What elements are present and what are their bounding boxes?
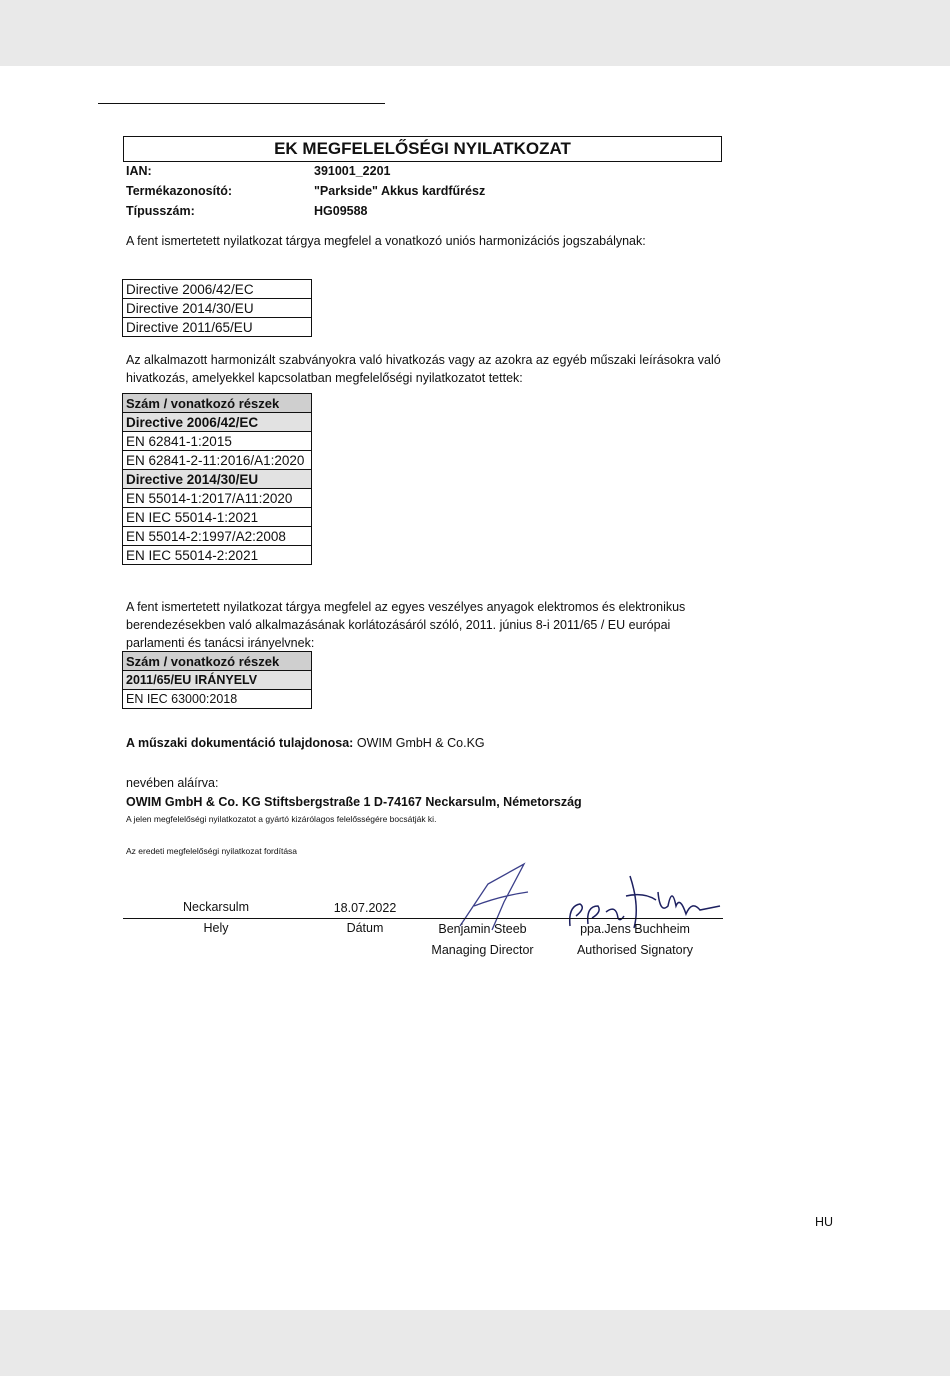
standard-cell: EN 62841-2-11:2016/A1:2020 xyxy=(123,451,312,470)
table-row xyxy=(123,546,312,565)
directive-cell: Directive 2014/30/EU xyxy=(123,299,312,318)
standard-cell: Directive 2014/30/EU xyxy=(123,470,312,489)
intro-text: A fent ismertetett nyilatkozat tárgya megfelel a vonatkozó uniós harmonizációs jogszabálynak: xyxy=(126,234,646,248)
top-rule xyxy=(98,103,385,104)
table-row xyxy=(123,470,312,489)
rohs-cell: 2011/65/EU IRÁNYELV xyxy=(123,671,312,690)
table-row xyxy=(123,432,312,451)
table-row xyxy=(123,451,312,470)
tech-doc-line xyxy=(126,734,485,752)
signer2-title: Authorised Signatory xyxy=(576,943,694,957)
rohs-table xyxy=(122,651,312,709)
date-label: Dátum xyxy=(346,921,384,935)
table-row xyxy=(123,527,312,546)
date-value: 18.07.2022 xyxy=(333,901,397,915)
standard-cell: EN 55014-1:2017/A11:2020 xyxy=(123,489,312,508)
tech-doc-label: A műszaki dokumentáció tulajdonosa: xyxy=(126,736,354,750)
standard-cell: Directive 2006/42/EC xyxy=(123,413,312,432)
type-number-value: HG09588 xyxy=(314,204,368,218)
translation-note: Az eredeti megfelelőségi nyilatkozat fordítása xyxy=(126,846,298,856)
table-header: Szám / vonatkozó részek xyxy=(123,652,312,671)
standard-cell: EN IEC 55014-2:2021 xyxy=(123,546,312,565)
table-row xyxy=(123,280,312,299)
signed-on-behalf: nevében aláírva: xyxy=(126,776,219,790)
signature-stroke-2 xyxy=(570,876,720,928)
table-row xyxy=(123,690,312,709)
signature-rule xyxy=(123,918,723,919)
table-row xyxy=(123,671,312,690)
signer1-name: Benjamin Steeb xyxy=(438,922,527,936)
table-header: Szám / vonatkozó részek xyxy=(123,394,312,413)
standard-cell: EN 62841-1:2015 xyxy=(123,432,312,451)
tech-doc-owner: OWIM GmbH & Co.KG xyxy=(356,736,485,750)
place-label: Hely xyxy=(203,921,229,935)
type-number-label: Típusszám: xyxy=(126,204,195,218)
signature-stroke-1 xyxy=(460,864,528,930)
rohs-cell: EN IEC 63000:2018 xyxy=(123,690,312,709)
document-page xyxy=(0,66,950,1310)
language-code: HU xyxy=(815,1215,834,1229)
table-row xyxy=(123,413,312,432)
company-address: OWIM GmbH & Co. KG Stiftsbergstraße 1 D-74167 Neckarsulm, Németország xyxy=(126,795,582,809)
table-row xyxy=(123,652,312,671)
standard-cell: EN IEC 55014-1:2021 xyxy=(123,508,312,527)
directive-cell: Directive 2006/42/EC xyxy=(123,280,312,299)
standards-intro: Az alkalmazott harmonizált szabványokra való hivatkozás vagy az azokra az egyéb műszaki leírásokra való hivatkozás, amelyekkel kapcsolatban megfelelőségi nyilatkozatot tettek: xyxy=(126,353,721,385)
directive-cell: Directive 2011/65/EU xyxy=(123,318,312,337)
table-row xyxy=(123,318,312,337)
rohs-text: A fent ismertetett nyilatkozat tárgya megfelel az egyes veszélyes anyagok elektromos és elektronikus berendezésekben való alkalmazásának korlátozásáról szóló, 2011. június 8-i 2011/65 / EU európai parlamenti és tanácsi irányelvnek: xyxy=(126,600,686,650)
place-value: Neckarsulm xyxy=(183,900,249,914)
signer2-name: ppa.Jens Buchheim xyxy=(580,922,690,936)
table-row xyxy=(123,508,312,527)
standard-cell: EN 55014-2:1997/A2:2008 xyxy=(123,527,312,546)
responsibility-note: A jelen megfelelőségi nyilatkozatot a gyártó kizárólagos felelősségére bocsátják ki. xyxy=(126,814,437,824)
standards-table xyxy=(122,393,312,565)
directives-table xyxy=(122,279,312,337)
table-row xyxy=(123,299,312,318)
signer1-title: Managing Director xyxy=(431,943,534,957)
table-row xyxy=(123,489,312,508)
ian-label: IAN: xyxy=(126,164,152,178)
document-title: EK MEGFELELŐSÉGI NYILATKOZAT xyxy=(123,136,722,162)
table-row xyxy=(123,394,312,413)
product-id-value: "Parkside" Akkus kardfűrész xyxy=(314,184,486,198)
product-id-label: Termékazonosító: xyxy=(126,184,233,198)
ian-value: 391001_2201 xyxy=(314,164,391,178)
